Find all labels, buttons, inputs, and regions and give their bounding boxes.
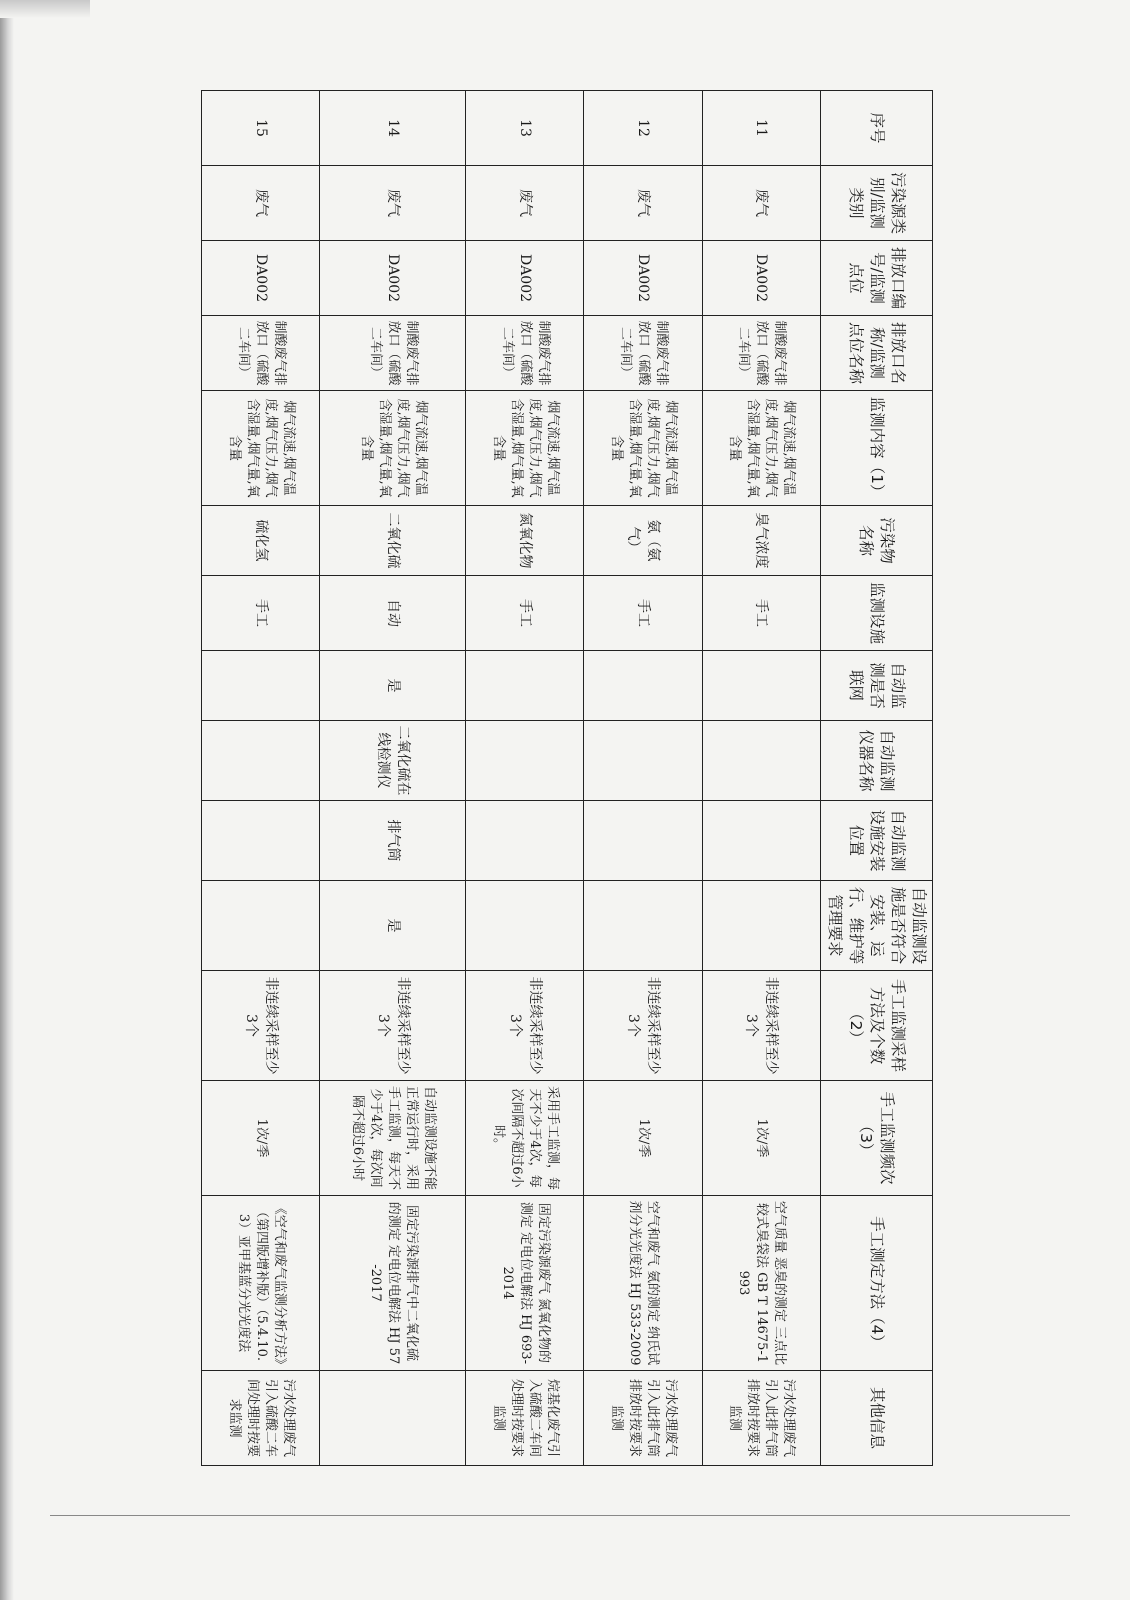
cell-outlet-code: DA002 [465, 241, 583, 316]
cell-method: 固定污染源废气 氮氧化物的测定 定电位电解法 HJ 693-2014 [465, 1196, 583, 1371]
cell-sampling: 非连续采样至少3个 [465, 971, 583, 1081]
cell-pollutant: 二氧化硫 [320, 506, 465, 576]
table-row [465, 91, 583, 1466]
cell-pollutant: 氮氧化物 [465, 506, 583, 576]
cell-no: 11 [702, 91, 820, 166]
header-outlet-name: 排放口名称/监测点位名称 [821, 316, 933, 391]
table-row [702, 91, 820, 1466]
cell-frequency: 采用手工监测，每天不少于4次，每次间隔不超过6小时。 [465, 1081, 583, 1196]
cell-facility: 手工 [465, 576, 583, 651]
cell-category: 废气 [465, 166, 583, 241]
cell-no: 12 [584, 91, 702, 166]
cell-networked [584, 651, 702, 721]
cell-method: 空气质量 恶臭的测定 三点比较式臭袋法 GB T 14675-1993 [702, 1196, 820, 1371]
cell-category: 废气 [320, 166, 465, 241]
cell-instrument: 二氧化硫在线检测仪 [320, 721, 465, 801]
cell-frequency: 自动监测设施不能正常运行时，采用手工监测，每天不少于4次，每次间隔不超过6小时 [320, 1081, 465, 1196]
cell-content: 烟气流速,烟气温度,烟气压力,烟气含湿量,烟气量,氧含量 [320, 391, 465, 506]
cell-instrument [702, 721, 820, 801]
cell-outlet-code: DA002 [202, 241, 320, 316]
cell-content: 烟气流速,烟气温度,烟气压力,烟气含湿量,烟气量,氧含量 [584, 391, 702, 506]
cell-method: 固定污染源排气中二氧化硫的测定 定电位电解法 HJ 57-2017 [320, 1196, 465, 1371]
cell-other [320, 1371, 465, 1466]
cell-category: 废气 [202, 166, 320, 241]
header-compliant: 自动监测设施是否符合安装、运行、维护等管理要求 [821, 881, 933, 971]
cell-pollutant: 氨（氨气） [584, 506, 702, 576]
cell-outlet-code: DA002 [702, 241, 820, 316]
cell-compliant: 是 [320, 881, 465, 971]
cell-sampling: 非连续采样至少3个 [584, 971, 702, 1081]
cell-compliant [202, 881, 320, 971]
scan-shadow-corner [0, 0, 90, 18]
header-facility: 监测设施 [821, 576, 933, 651]
cell-sampling: 非连续采样至少3个 [320, 971, 465, 1081]
cell-networked [465, 651, 583, 721]
cell-content: 烟气流速,烟气温度,烟气压力,烟气含湿量,烟气量,氧含量 [465, 391, 583, 506]
cell-no: 15 [202, 91, 320, 166]
cell-other: 污水处理废气引入此排气筒排放时按要求监测 [584, 1371, 702, 1466]
table-header-row [821, 91, 933, 1466]
cell-compliant [584, 881, 702, 971]
cell-instrument [202, 721, 320, 801]
cell-frequency: 1次/季 [202, 1081, 320, 1196]
table-row [320, 91, 465, 1466]
header-networked: 自动监测是否联网 [821, 651, 933, 721]
cell-facility: 手工 [202, 576, 320, 651]
cell-instrument [465, 721, 583, 801]
cell-instrument [584, 721, 702, 801]
cell-content: 烟气流速,烟气温度,烟气压力,烟气含湿量,烟气量,氧含量 [202, 391, 320, 506]
cell-install-location [702, 801, 820, 881]
header-method: 手工测定方法（4） [821, 1196, 933, 1371]
header-no: 序号 [821, 91, 933, 166]
header-category: 污染源类别/监测类别 [821, 166, 933, 241]
cell-outlet-code: DA002 [320, 241, 465, 316]
cell-outlet-name: 制酸废气排放口（硫酸二车间） [702, 316, 820, 391]
cell-outlet-name: 制酸废气排放口（硫酸二车间） [465, 316, 583, 391]
cell-install-location [202, 801, 320, 881]
table-row [202, 91, 320, 1466]
cell-no: 13 [465, 91, 583, 166]
cell-method: 《空气和废气监测分析方法》（第四版增补版）（5.4.10.3）亚甲基蓝分光光度法 [202, 1196, 320, 1371]
cell-outlet-code: DA002 [584, 241, 702, 316]
header-frequency: 手工监测频次（3） [821, 1081, 933, 1196]
cell-frequency: 1次/季 [584, 1081, 702, 1196]
cell-compliant [465, 881, 583, 971]
monitoring-plan-table [201, 90, 933, 1466]
header-outlet-code: 排放口编号/监测点位 [821, 241, 933, 316]
cell-networked: 是 [320, 651, 465, 721]
rotated-page [226, 0, 1113, 1457]
cell-install-location: 排气筒 [320, 801, 465, 881]
cell-facility: 自动 [320, 576, 465, 651]
header-content: 监测内容（1） [821, 391, 933, 506]
cell-content: 烟气流速,烟气温度,烟气压力,烟气含湿量,烟气量,氧含量 [702, 391, 820, 506]
cell-install-location [465, 801, 583, 881]
page-bottom-rule [50, 1515, 1070, 1516]
cell-no: 14 [320, 91, 465, 166]
cell-outlet-name: 制酸废气排放口（硫酸二车间） [320, 316, 465, 391]
cell-pollutant: 硫化氢 [202, 506, 320, 576]
cell-outlet-name: 制酸废气排放口（硫酸二车间） [584, 316, 702, 391]
header-other: 其他信息 [821, 1371, 933, 1466]
cell-pollutant: 臭气浓度 [702, 506, 820, 576]
cell-facility: 手工 [702, 576, 820, 651]
cell-outlet-name: 制酸废气排放口（硫酸二车间） [202, 316, 320, 391]
scan-shadow-edge [0, 0, 14, 1600]
cell-other: 污水处理废气引入硫酸二车间处理时按要求监测 [202, 1371, 320, 1466]
cell-install-location [584, 801, 702, 881]
header-instrument: 自动监测仪器名称 [821, 721, 933, 801]
cell-networked [702, 651, 820, 721]
cell-sampling: 非连续采样至少3个 [702, 971, 820, 1081]
cell-method: 空气和废气 氨的测定 纳氏试剂分光光度法 HJ 533-2009 [584, 1196, 702, 1371]
cell-other: 烷基化废气引入硫酸二车间处理时按要求监测 [465, 1371, 583, 1466]
cell-networked [202, 651, 320, 721]
cell-compliant [702, 881, 820, 971]
cell-facility: 手工 [584, 576, 702, 651]
header-pollutant: 污染物名称 [821, 506, 933, 576]
cell-category: 废气 [702, 166, 820, 241]
cell-other: 污水处理废气引入此排气筒排放时按要求监测 [702, 1371, 820, 1466]
cell-frequency: 1次/季 [702, 1081, 820, 1196]
cell-sampling: 非连续采样至少3个 [202, 971, 320, 1081]
cell-category: 废气 [584, 166, 702, 241]
header-install-location: 自动监测设施安装位置 [821, 801, 933, 881]
table-row [584, 91, 702, 1466]
header-sampling: 手工监测采样方法及个数（2） [821, 971, 933, 1081]
